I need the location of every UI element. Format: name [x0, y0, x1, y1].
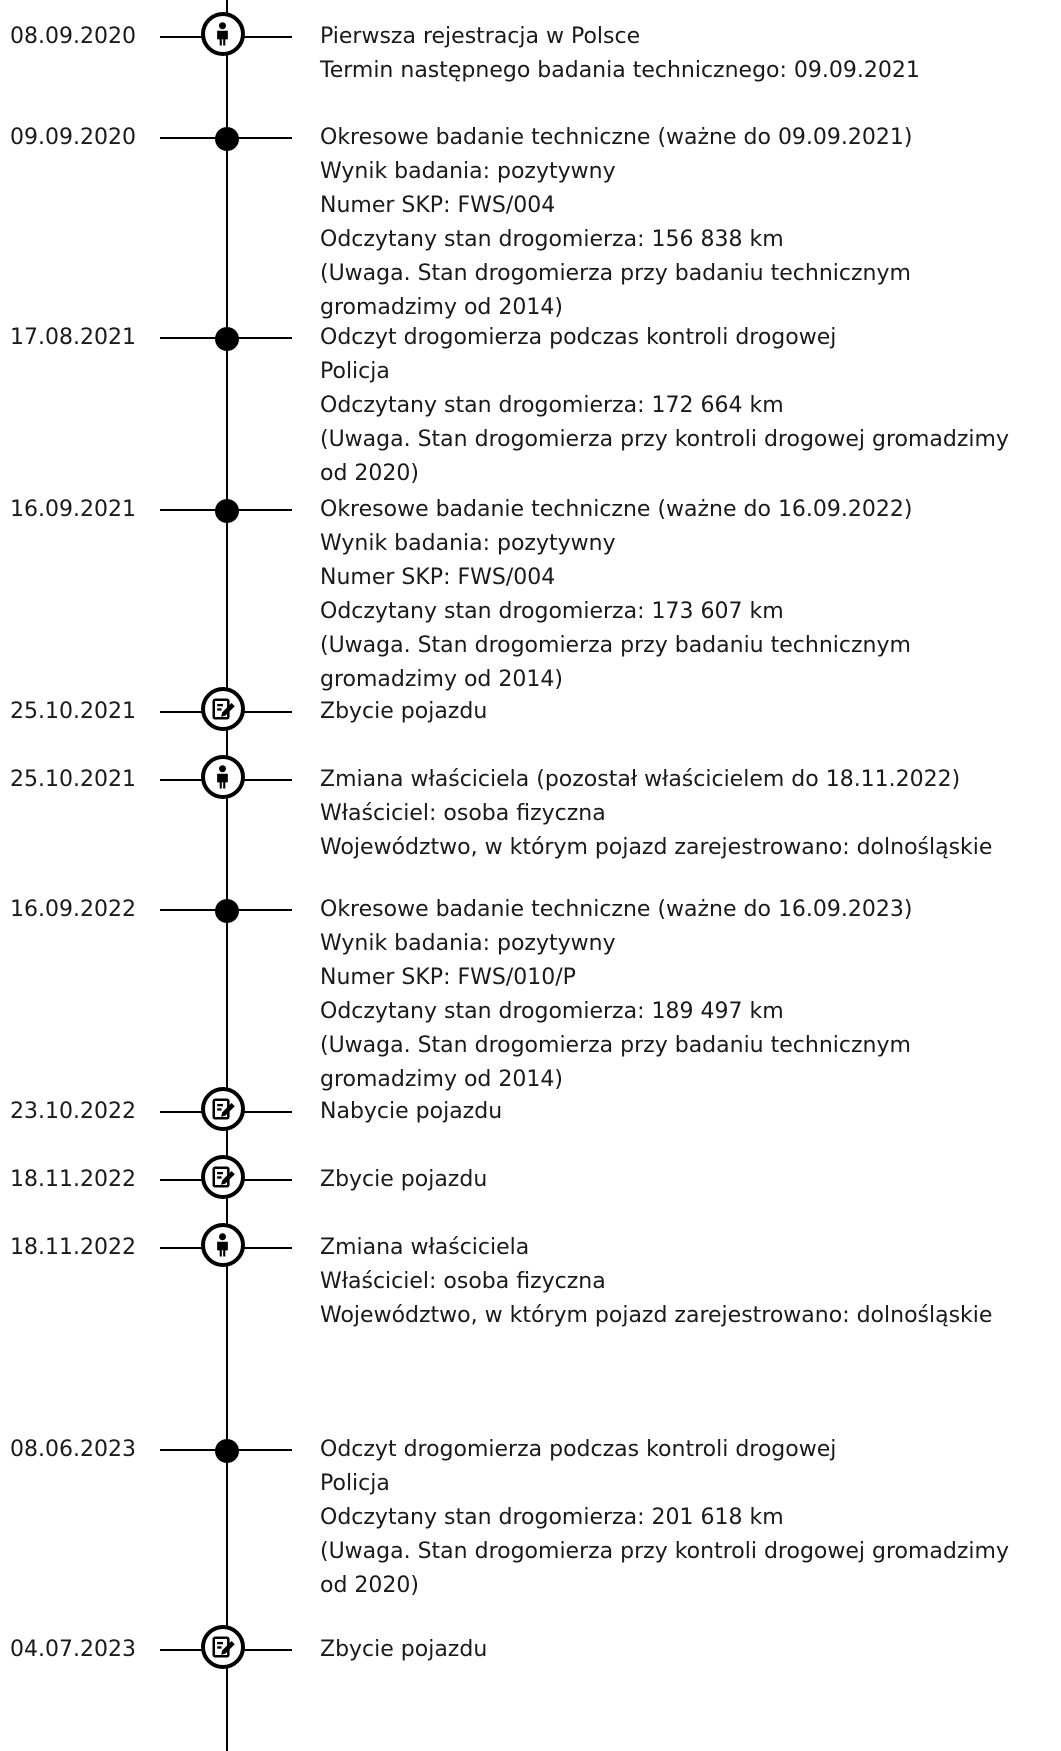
event-detail-line: (Uwaga. Stan drogomierza przy kontroli drogowej gromadzimy: [320, 1539, 1009, 1564]
event-detail-line: Odczyt drogomierza podczas kontroli drogowej: [320, 1437, 837, 1462]
event-description: [320, 20, 1061, 88]
connector-line: [160, 337, 220, 339]
event-description: [320, 1163, 1061, 1197]
event-detail-line: (Uwaga. Stan drogomierza przy badaniu technicznym: [320, 1033, 911, 1058]
event-detail-line: Zbycie pojazdu: [320, 699, 488, 724]
event-detail-line: Zbycie pojazdu: [320, 1637, 488, 1662]
dot-icon: [215, 499, 239, 523]
edit-document-icon: [201, 1087, 245, 1131]
connector-line: [236, 509, 292, 511]
event-description: [320, 1231, 1061, 1333]
event-detail-line: Odczytany stan drogomierza: 173 607 km: [320, 599, 784, 624]
event-detail-line: Odczytany stan drogomierza: 201 618 km: [320, 1505, 784, 1530]
event-detail-line: Policja: [320, 1471, 390, 1496]
dot-icon: [215, 127, 239, 151]
event-detail-line: Zmiana właściciela (pozostał właścicielem do 18.11.2022): [320, 767, 961, 792]
person-icon: [201, 755, 245, 799]
event-detail-line: Nabycie pojazdu: [320, 1099, 503, 1124]
event-detail-line: Odczytany stan drogomierza: 172 664 km: [320, 393, 784, 418]
person-icon: [201, 1223, 245, 1267]
event-detail-line: Województwo, w którym pojazd zarejestrowano: dolnośląskie: [320, 835, 993, 860]
event-detail-line: Numer SKP: FWS/004: [320, 193, 556, 218]
connector-line: [236, 137, 292, 139]
event-description: [320, 1433, 1061, 1603]
event-detail-line: gromadzimy od 2014): [320, 667, 563, 692]
event-detail-line: od 2020): [320, 461, 419, 486]
dot-icon: [215, 327, 239, 351]
edit-document-icon: [201, 687, 245, 731]
event-detail-line: Okresowe badanie techniczne (ważne do 09.09.2021): [320, 125, 913, 150]
event-detail-line: Policja: [320, 359, 390, 384]
connector-line: [160, 1449, 220, 1451]
event-description: [320, 121, 1061, 325]
event-description: [320, 695, 1061, 729]
connector-line: [236, 1449, 292, 1451]
event-date: 04.07.2023: [10, 1637, 136, 1662]
event-detail-line: Okresowe badanie techniczne (ważne do 16.09.2022): [320, 497, 913, 522]
edit-document-icon: [201, 1155, 245, 1199]
event-detail-line: Właściciel: osoba fizyczna: [320, 801, 606, 826]
event-detail-line: Okresowe badanie techniczne (ważne do 16.09.2023): [320, 897, 913, 922]
event-description: [320, 1633, 1061, 1667]
event-description: [320, 321, 1061, 491]
event-detail-line: gromadzimy od 2014): [320, 1067, 563, 1092]
event-date: 09.09.2020: [10, 125, 136, 150]
event-date: 18.11.2022: [10, 1167, 136, 1192]
timeline-axis: [226, 0, 228, 1751]
connector-line: [160, 509, 220, 511]
person-icon: [201, 12, 245, 56]
event-date: 16.09.2022: [10, 897, 136, 922]
event-detail-line: Odczyt drogomierza podczas kontroli drogowej: [320, 325, 837, 350]
dot-icon: [215, 1439, 239, 1463]
event-date: 17.08.2021: [10, 325, 136, 350]
event-detail-line: Zmiana właściciela: [320, 1235, 530, 1260]
event-date: 08.09.2020: [10, 24, 136, 49]
event-date: 23.10.2022: [10, 1099, 136, 1124]
event-detail-line: Wynik badania: pozytywny: [320, 531, 616, 556]
event-detail-line: Odczytany stan drogomierza: 156 838 km: [320, 227, 784, 252]
event-date: 16.09.2021: [10, 497, 136, 522]
event-detail-line: Właściciel: osoba fizyczna: [320, 1269, 606, 1294]
event-detail-line: Wynik badania: pozytywny: [320, 159, 616, 184]
event-detail-line: Wynik badania: pozytywny: [320, 931, 616, 956]
event-date: 25.10.2021: [10, 699, 136, 724]
event-detail-line: Zbycie pojazdu: [320, 1167, 488, 1192]
event-detail-line: Odczytany stan drogomierza: 189 497 km: [320, 999, 784, 1024]
dot-icon: [215, 899, 239, 923]
event-detail-line: (Uwaga. Stan drogomierza przy kontroli drogowej gromadzimy: [320, 427, 1009, 452]
event-detail-line: Numer SKP: FWS/004: [320, 565, 556, 590]
event-date: 18.11.2022: [10, 1235, 136, 1260]
event-description: [320, 893, 1061, 1097]
event-detail-line: od 2020): [320, 1573, 419, 1598]
event-description: [320, 493, 1061, 697]
event-detail-line: (Uwaga. Stan drogomierza przy badaniu technicznym: [320, 633, 911, 658]
connector-line: [236, 909, 292, 911]
edit-document-icon: [201, 1625, 245, 1669]
event-detail-line: Województwo, w którym pojazd zarejestrowano: dolnośląskie: [320, 1303, 993, 1328]
event-detail-line: (Uwaga. Stan drogomierza przy badaniu technicznym: [320, 261, 911, 286]
connector-line: [236, 337, 292, 339]
event-description: [320, 1095, 1061, 1129]
event-date: 25.10.2021: [10, 767, 136, 792]
connector-line: [160, 909, 220, 911]
event-detail-line: Pierwsza rejestracja w Polsce: [320, 24, 641, 49]
event-date: 08.06.2023: [10, 1437, 136, 1462]
event-detail-line: gromadzimy od 2014): [320, 295, 563, 320]
connector-line: [160, 137, 220, 139]
event-detail-line: Numer SKP: FWS/010/P: [320, 965, 576, 990]
event-description: [320, 763, 1061, 865]
event-detail-line: Termin następnego badania technicznego: 09.09.2021: [320, 58, 920, 83]
